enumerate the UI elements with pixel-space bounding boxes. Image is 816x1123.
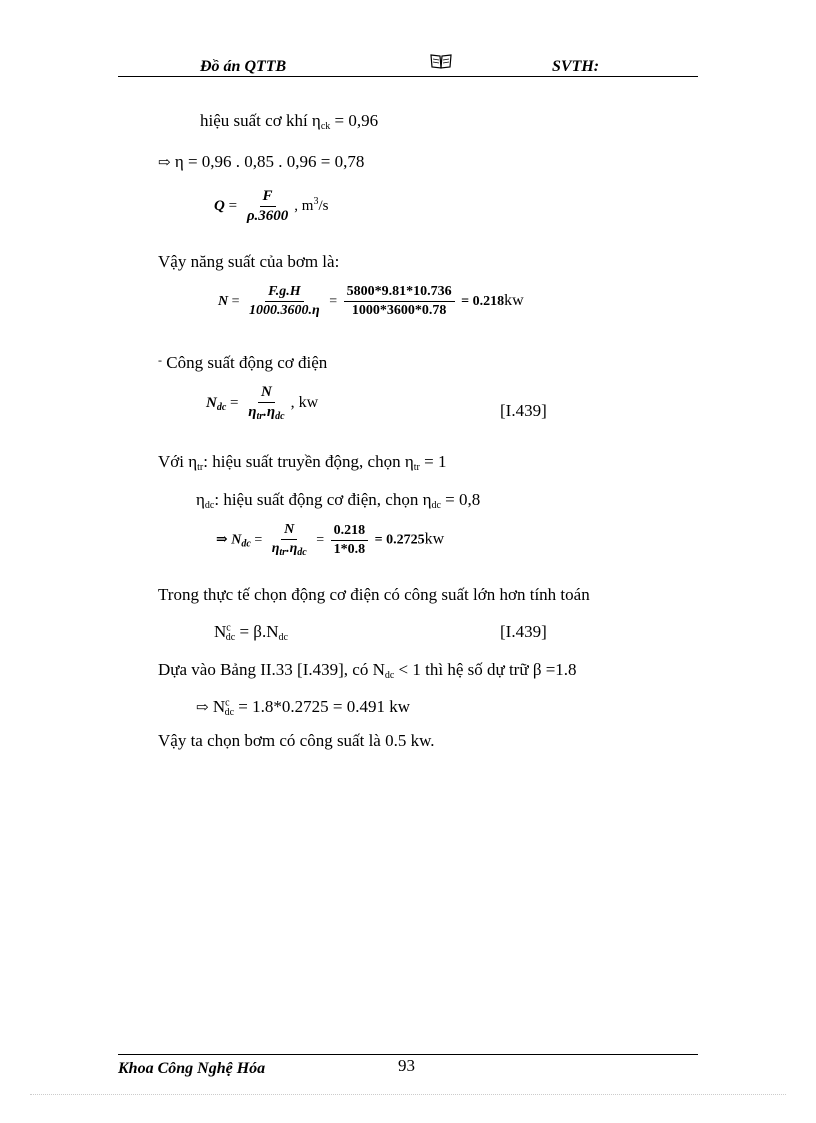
line-pump-capacity: Vậy năng suất của bơm là: bbox=[158, 252, 340, 271]
line-transmission-efficiency: Với $\eta_{tr}$: hiệu suất truyền động, chọn $\eta_{tr} = 1$ bbox=[158, 452, 447, 473]
arrow-icon: ⇨ bbox=[196, 700, 209, 716]
formula-q: Q = $\frac{F}{\rho.3600}$ , $m^3/s$ bbox=[214, 188, 329, 225]
page-number: 93 bbox=[398, 1056, 415, 1075]
line-total-efficiency: ⇨ η = 0,96 . 0,85 . 0,96 = 0,78 bbox=[158, 152, 365, 171]
fraction-q: $\frac{F}{\rho.3600}$ bbox=[246, 188, 289, 225]
line-motor-efficiency: $\eta_{dc}$: hiệu suất động cơ điện, chọn $\eta_{dc} = 0,8$ bbox=[196, 490, 481, 511]
line-final-ndc: ⇨ $N^c_{dc} = 1.8*0.2725 = 0.491$ kw bbox=[196, 697, 410, 718]
line-table-reference: Dựa vào Bảng II.33 [I.439], có $N_{dc} < 1$ thì hệ số dự trữ β =1.8 bbox=[158, 660, 577, 681]
line-mech-efficiency: hiệu suất cơ khí $\eta_{ck} = 0,96$ bbox=[200, 111, 379, 132]
formula-ndc: $N_{dc}$ = $\frac{N}{\eta_{tr}.\eta_{dc}}$ , kw bbox=[206, 384, 319, 423]
line-conclusion: Vậy ta chọn bơm có công suất là 0.5 kw. bbox=[158, 731, 435, 750]
reference-1: [I.439] bbox=[500, 401, 547, 420]
line-choose-motor: Trong thực tế chọn động cơ điện có công suất lớn hơn tính toán bbox=[158, 585, 590, 604]
footer-left: Khoa Công Nghệ Hóa bbox=[118, 1060, 266, 1077]
formula-n: N = $\frac{F.g.H}{1000.3600.\eta}$ = $\frac{5800*9.81*10.736}{1000*3600*0.78}$ = 0.218kw bbox=[218, 284, 524, 319]
reference-2: [I.439] bbox=[500, 622, 547, 641]
header-right: SVTH: bbox=[552, 58, 600, 75]
formula-result: ⇒ $N_{dc}$ = $\frac{N}{\eta_{tr}.\eta_{dc}}$ = $\frac{0.218}{1*0.8}$ = 0.2725kw bbox=[216, 522, 445, 559]
line-ndc-beta: $N^c_{dc} = \beta.N_{dc}$ bbox=[214, 622, 288, 643]
header-rule bbox=[118, 76, 698, 77]
footer-dotted-line bbox=[30, 1094, 786, 1095]
footer-rule bbox=[118, 1054, 698, 1055]
book-icon bbox=[430, 53, 452, 74]
line-motor-power: - Công suất động cơ điện bbox=[158, 353, 328, 372]
arrow-icon: ⇨ bbox=[158, 155, 171, 171]
header-left: Đồ án QTTB bbox=[200, 58, 287, 75]
